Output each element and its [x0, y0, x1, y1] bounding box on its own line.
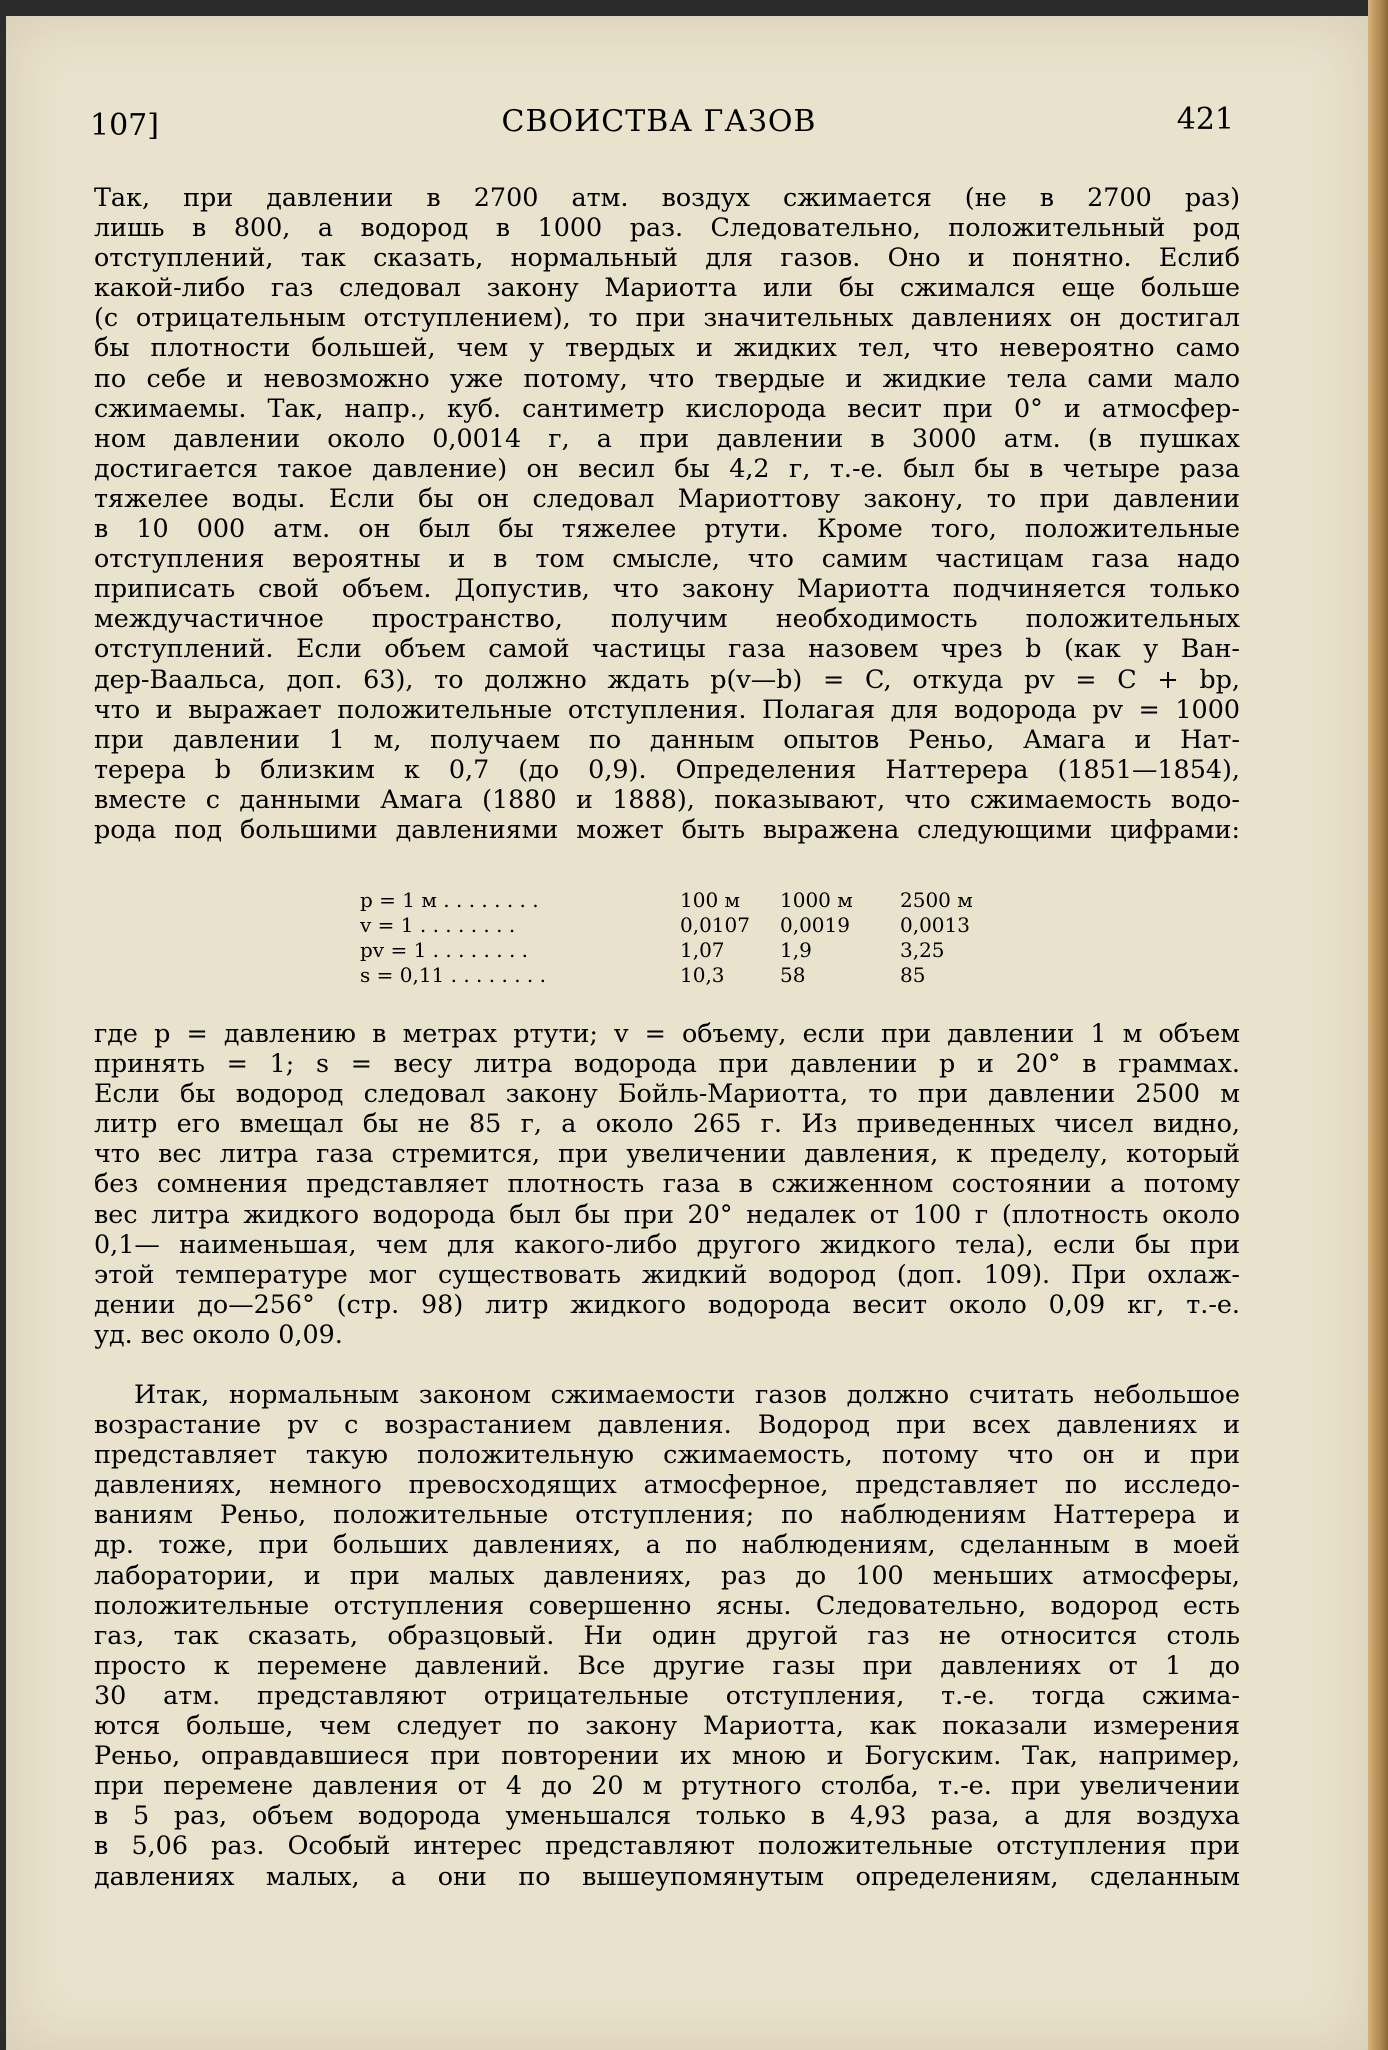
- text-line: Реньо, оправдавшиеся при повторении их мною и Богуским. Так, например,: [94, 1740, 1240, 1771]
- table-cell: 1,9: [780, 938, 812, 962]
- text-line: в 5 раз, объем водорода уменьшался только в 4,93 раза, а для воздуха: [94, 1800, 1240, 1831]
- text-line: ваниям Реньо, положительные отступления; по наблюдениям Наттерера и: [94, 1499, 1240, 1530]
- text-line: Так, при давлении в 2700 атм. воздух сжимается (не в 2700 раз): [94, 182, 1240, 212]
- table-cell: s = 0,11 . . . . . . . .: [360, 963, 546, 987]
- text-line: Итак, нормальным законом сжимаемости газов должно считать небольшое: [134, 1379, 1240, 1409]
- text-line: при перемене давления от 4 до 20 м ртутного столба, т.-е. при увеличении: [94, 1770, 1240, 1801]
- table-cell: v = 1 . . . . . . . .: [360, 913, 516, 937]
- text-line: (с отрицательным отступлением), то при значительных давлениях он достигал: [94, 302, 1240, 333]
- text-line: при давлении 1 м, получаем по данным опытов Реньо, Амага и Нат-: [94, 723, 1240, 754]
- text-line: вес литра жидкого водорода был бы при 20° недалек от 100 г (плотность около: [94, 1198, 1240, 1229]
- text-line: ются больше, чем следует по закону Мариотта, как показали измерения: [94, 1710, 1240, 1741]
- table-cell: 0,0019: [780, 913, 850, 937]
- section-number: 107]: [90, 108, 159, 143]
- table-row: [360, 963, 1020, 988]
- table-cell: 10,3: [680, 963, 725, 987]
- text-line: дении до—256° (стр. 98) литр жидкого водорода весит около 0,09 кг, т.-е.: [94, 1288, 1240, 1319]
- text-line: лишь в 800, а водород в 1000 раз. Следовательно, положительный род: [94, 212, 1240, 243]
- paragraph-3: [94, 1379, 1240, 1891]
- text-line: где p = давлению в метрах ртути; v = объему, если при давлении 1 м объем: [94, 1018, 1240, 1048]
- table-row: [360, 888, 1020, 913]
- text-line: без сомнения представляет плотность газа в сжиженном состоянии а потому: [94, 1168, 1240, 1199]
- text-line: что и выражает положительные отступления. Полагая для водорода pv = 1000: [94, 693, 1240, 724]
- text-line: давлениях, немного превосходящих атмосферное, представляет по исследо-: [94, 1469, 1240, 1500]
- text-line: этой температуре мог существовать жидкий водород (доп. 109). При охлаж-: [94, 1258, 1240, 1289]
- text-line: по себе и невозможно уже потому, что твердые и жидкие тела сами мало: [94, 362, 1240, 393]
- text-line: Если бы водород следовал закону Бойль-Мариотта, то при давлении 2500 м: [94, 1078, 1240, 1109]
- text-line: газ, так сказать, образцовый. Ни один другой газ не относится столь: [94, 1619, 1240, 1650]
- table-cell: 100 м: [680, 888, 741, 912]
- text-line: вместе с данными Амага (1880 и 1888), показывают, что сжимаемость водо-: [94, 783, 1240, 814]
- paragraph-1: [94, 182, 1240, 844]
- text-line: в 5,06 раз. Особый интерес представляют положительные отступления при: [94, 1830, 1240, 1861]
- text-line: отступлений. Если объем самой частицы газа назовем чрез b (как у Ван-: [94, 633, 1240, 664]
- table-cell: pv = 1 . . . . . . . .: [360, 938, 529, 962]
- text-line: принять = 1; s = весу литра водорода при давлении p и 20° в граммах.: [94, 1048, 1240, 1079]
- text-line: приписать свой объем. Допустив, что закону Мариотта подчиняется только: [94, 573, 1240, 604]
- text-line: в 10 000 атм. он был бы тяжелее ртути. Кроме того, положительные: [94, 513, 1240, 544]
- page-title: СВОИСТВА ГАЗОВ: [501, 104, 817, 139]
- table-cell: 1000 м: [780, 888, 853, 912]
- text-line: терера b близким к 0,7 (до 0,9). Определения Наттерера (1851—1854),: [94, 753, 1240, 784]
- table-cell: 3,25: [900, 938, 945, 962]
- text-line: отступления вероятны и в том смысле, что самим частицам газа надо: [94, 543, 1240, 574]
- text-line: дер-Ваальса, доп. 63), то должно ждать p(v—b) = C, откуда pv = C + bp,: [94, 663, 1240, 694]
- text-line: представляет такую положительную сжимаемость, потому что он и при: [94, 1439, 1240, 1470]
- text-line: междучастичное пространство, получим необходимость положительных: [94, 603, 1240, 634]
- text-line: сжимаемы. Так, напр., куб. сантиметр кислорода весит при 0° и атмосфер-: [94, 392, 1240, 423]
- table-cell: 0,0013: [900, 913, 970, 937]
- text-line: рода под большими давлениями может быть выражена следующими цифрами:: [94, 813, 1240, 844]
- text-line: ном давлении около 0,0014 г, а при давлении в 3000 атм. (в пушках: [94, 422, 1240, 453]
- text-line: какой-либо газ следовал закону Мариотта или бы сжимался еще больше: [94, 272, 1240, 303]
- paragraph-2: [94, 1018, 1240, 1349]
- table-cell: 58: [780, 963, 806, 987]
- table-cell: 2500 м: [900, 888, 973, 912]
- page-edge: [1368, 0, 1388, 2050]
- page-number: 421: [1176, 102, 1234, 137]
- text-line: давлениях малых, а они по вышеупомянутым определениям, сделанным: [94, 1860, 1240, 1891]
- table-cell: 0,0107: [680, 913, 750, 937]
- text-line: тяжелее воды. Если бы он следовал Мариоттову закону, то при давлении: [94, 482, 1240, 513]
- text-line: отступлений, так сказать, нормальный для газов. Оно и понятно. Еслиб: [94, 242, 1240, 273]
- text-line: литр его вмещал бы не 85 г, а около 265 г. Из приведенных чисел видно,: [94, 1108, 1240, 1139]
- compressibility-table: [360, 888, 1020, 988]
- text-line: положительные отступления совершенно ясны. Следовательно, водород есть: [94, 1589, 1240, 1620]
- text-line: возрастание pv с возрастанием давления. Водород при всех давлениях и: [94, 1409, 1240, 1440]
- table-cell: p = 1 м . . . . . . . .: [360, 888, 539, 912]
- text-line: уд. вес около 0,09.: [94, 1318, 343, 1349]
- table-cell: 85: [900, 963, 926, 987]
- table-cell: 1,07: [680, 938, 725, 962]
- table-row: [360, 913, 1020, 938]
- text-line: 0,1— наименьшая, чем для какого-либо другого жидкого тела), если бы при: [94, 1228, 1240, 1259]
- text-line: что вес литра газа стремится, при увеличении давления, к пределу, который: [94, 1138, 1240, 1169]
- text-line: просто к перемене давлений. Все другие газы при давлениях от 1 до: [94, 1649, 1240, 1680]
- table-row: [360, 938, 1020, 963]
- text-line: 30 атм. представляют отрицательные отступления, т.-е. тогда сжима-: [94, 1679, 1240, 1710]
- text-line: бы плотности большей, чем у твердых и жидких тел, что невероятно само: [94, 332, 1240, 363]
- running-header: [84, 100, 1234, 150]
- text-line: лаборатории, и при малых давлениях, раз до 100 меньших атмосферы,: [94, 1559, 1240, 1590]
- text-line: достигается такое давление) он весил бы 4,2 г, т.-е. был бы в четыре раза: [94, 452, 1240, 483]
- text-line: др. тоже, при больших давлениях, а по наблюдениям, сделанным в моей: [94, 1529, 1240, 1560]
